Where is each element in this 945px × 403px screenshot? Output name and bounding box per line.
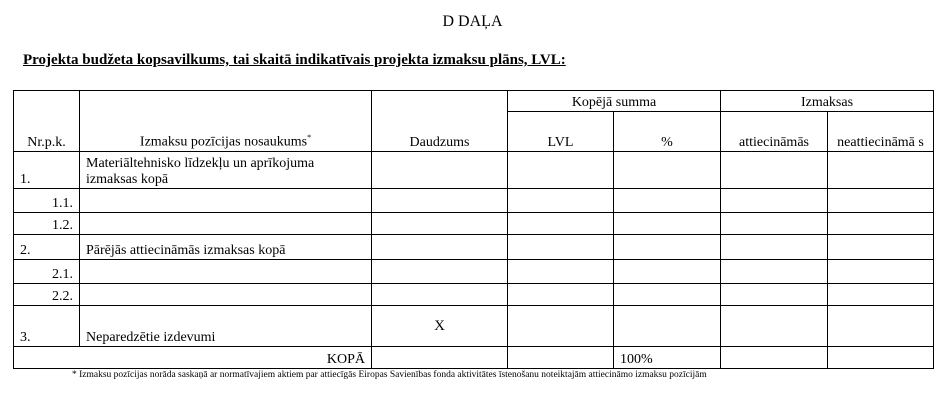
cell-eligible <box>721 306 828 347</box>
cell-percent <box>614 189 721 213</box>
col-header-total-group: Kopējā summa <box>508 91 721 112</box>
row-nr: 2.1. <box>14 260 80 284</box>
cell-percent <box>614 235 721 260</box>
cell-eligible <box>721 213 828 235</box>
total-lvl <box>508 347 614 369</box>
total-percent: 100% <box>614 347 721 369</box>
col-header-ineligible: neattiecināmā s <box>828 112 934 152</box>
row-name: Pārējās attiecināmās izmaksas kopā <box>80 235 372 260</box>
col-header-percent: % <box>614 112 721 152</box>
table-row <box>14 213 934 235</box>
total-label: KOPĀ <box>14 347 372 369</box>
table-row <box>14 152 934 189</box>
col-header-item-footnote-mark: * <box>307 133 312 143</box>
cell-percent <box>614 260 721 284</box>
row-name: Materiāltehnisko līdzekļu un aprīkojuma izmaksas kopā <box>80 152 372 189</box>
row-nr: 1. <box>14 152 80 189</box>
cell-eligible <box>721 189 828 213</box>
table-subtitle: Projekta budžeta kopsavilkums, tai skaitā indikatīvais projekta izmaksu plāns, LVL: <box>23 52 566 68</box>
row-quantity <box>372 284 508 306</box>
row-name <box>80 189 372 213</box>
total-ineligible <box>828 347 934 369</box>
cell-lvl <box>508 284 614 306</box>
cell-eligible <box>721 152 828 189</box>
row-nr: 1.1. <box>14 189 80 213</box>
cell-ineligible <box>828 306 934 347</box>
row-quantity <box>372 260 508 284</box>
cell-percent <box>614 152 721 189</box>
cell-ineligible <box>828 189 934 213</box>
row-quantity <box>372 189 508 213</box>
cell-percent <box>614 213 721 235</box>
col-header-eligible: attiecināmās <box>721 112 828 152</box>
col-header-item-label: Izmaksu pozīcijas nosaukums <box>139 135 308 150</box>
row-nr: 3. <box>14 306 80 347</box>
cell-lvl <box>508 189 614 213</box>
row-nr: 1.2. <box>14 213 80 235</box>
row-quantity <box>372 152 508 189</box>
cell-lvl <box>508 235 614 260</box>
col-header-nr: Nr.p.k. <box>14 91 80 152</box>
cell-eligible <box>721 284 828 306</box>
cell-ineligible <box>828 235 934 260</box>
cell-percent <box>614 284 721 306</box>
table-row <box>14 306 934 347</box>
cell-eligible <box>721 235 828 260</box>
total-eligible <box>721 347 828 369</box>
cell-ineligible <box>828 152 934 189</box>
row-name: Neparedzētie izdevumi <box>80 306 372 347</box>
part-title: D DAĻA <box>442 13 503 30</box>
total-quantity <box>372 347 508 369</box>
cell-percent <box>614 306 721 347</box>
cell-lvl <box>508 306 614 347</box>
row-name <box>80 284 372 306</box>
col-header-item <box>80 91 372 152</box>
row-name <box>80 260 372 284</box>
col-header-costs-group: Izmaksas <box>721 91 934 112</box>
table-row <box>14 235 934 260</box>
cell-lvl <box>508 152 614 189</box>
total-row <box>14 347 934 369</box>
cell-eligible <box>721 260 828 284</box>
cell-ineligible <box>828 213 934 235</box>
budget-table <box>13 90 934 369</box>
table-row <box>14 189 934 213</box>
col-header-lvl: LVL <box>508 112 614 152</box>
row-quantity: X <box>372 306 508 347</box>
cell-lvl <box>508 213 614 235</box>
row-quantity <box>372 235 508 260</box>
table-row <box>14 284 934 306</box>
row-nr: 2.2. <box>14 284 80 306</box>
cell-lvl <box>508 260 614 284</box>
row-nr: 2. <box>14 235 80 260</box>
cell-ineligible <box>828 284 934 306</box>
row-name <box>80 213 372 235</box>
footnote: * Izmaksu pozīcijas norāda saskaņā ar normatīvajiem aktiem par attiecīgās Eiropas Savienības fonda aktivitātes īstenošanu noteiktajām attiecināmo izmaksu pozīcijām <box>72 370 707 380</box>
row-quantity <box>372 213 508 235</box>
col-header-quantity: Daudzums <box>372 91 508 152</box>
cell-ineligible <box>828 260 934 284</box>
table-row <box>14 260 934 284</box>
